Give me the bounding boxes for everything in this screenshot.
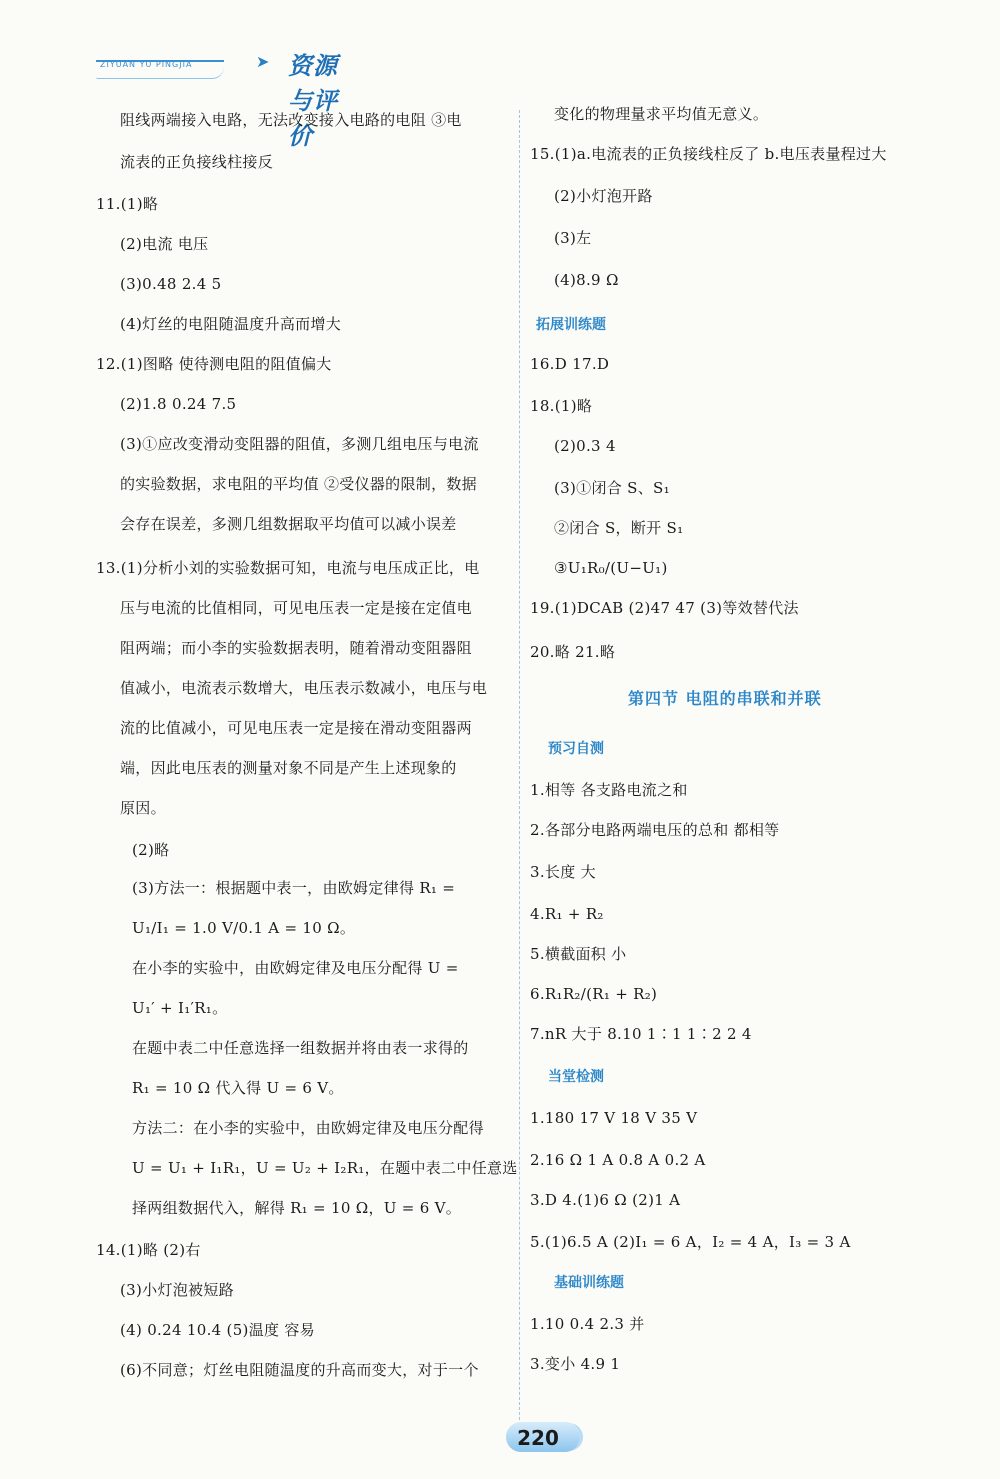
header-english-text: ZIYUAN YU PINGJIA xyxy=(100,60,193,69)
header-arrow-icon: ➤ xyxy=(256,52,270,71)
right-text-line: 2.16 Ω 1 A 0.8 A 0.2 A xyxy=(530,1151,706,1169)
right-text-line: 2.各部分电路两端电压的总和 都相等 xyxy=(530,821,780,839)
left-text-line: 值减小，电流表示数增大，电压表示数减小，电压与电 xyxy=(120,679,488,697)
right-text-line: 7.nR 大于 8.10 1∶1 1∶2 2 4 xyxy=(530,1025,752,1043)
left-text-line: (4)灯丝的电阻随温度升高而增大 xyxy=(120,315,342,333)
label-jichu: 基础训练题 xyxy=(554,1275,624,1291)
right-text-line: (3)①闭合 S、S₁ xyxy=(554,479,670,497)
right-text-line: 1.180 17 V 18 V 35 V xyxy=(530,1109,698,1127)
right-text-line: 18.(1)略 xyxy=(530,397,593,415)
left-text-line: (3)①应改变滑动变阻器的阻值，多测几组电压与电流 xyxy=(120,435,479,453)
right-text-line: 6.R₁R₂/(R₁ + R₂) xyxy=(530,985,658,1003)
left-text-line: 阻线两端接入电路，无法改变接入电路的电阻 ③电 xyxy=(120,111,462,129)
left-text-line: R₁ = 10 Ω 代入得 U = 6 V。 xyxy=(132,1079,344,1097)
left-text-line: 端，因此电压表的测量对象不同是产生上述现象的 xyxy=(120,759,457,777)
left-text-line: 流表的正负接线柱接反 xyxy=(120,153,274,171)
right-text-line: 1.10 0.4 2.3 并 xyxy=(530,1315,645,1333)
right-text-line: 3.D 4.(1)6 Ω (2)1 A xyxy=(530,1191,681,1209)
label-yuxi: 预习自测 xyxy=(548,741,604,757)
left-text-line: (4) 0.24 10.4 (5)温度 容易 xyxy=(120,1321,315,1339)
right-text-line: (3)左 xyxy=(554,229,592,247)
right-text-line: 20.略 21.略 xyxy=(530,643,616,661)
right-text-line: ②闭合 S，断开 S₁ xyxy=(554,519,684,537)
right-text-line: 3.长度 大 xyxy=(530,863,596,881)
right-text-line: 5.横截面积 小 xyxy=(530,945,627,963)
right-text-line: 4.R₁ + R₂ xyxy=(530,905,604,923)
right-text-line: 5.(1)6.5 A (2)I₁ = 6 A，I₂ = 4 A，I₃ = 3 A xyxy=(530,1233,851,1251)
left-text-line: 会存在误差，多测几组数据取平均值可以减小误差 xyxy=(120,515,457,533)
right-text-line: (4)8.9 Ω xyxy=(554,271,619,289)
left-text-line: 压与电流的比值相同，可见电压表一定是接在定值电 xyxy=(120,599,472,617)
header-title: 资源与评价 xyxy=(288,52,338,150)
left-text-line: 12.(1)图略 使待测电阻的阻值偏大 xyxy=(96,355,332,373)
page-number-badge xyxy=(506,1422,580,1452)
left-text-line: (3)0.48 2.4 5 xyxy=(120,275,222,293)
page-number: 220 xyxy=(517,1426,559,1450)
right-text-line: ③U₁R₀/(U−U₁) xyxy=(554,559,668,577)
left-text-line: 11.(1)略 xyxy=(96,195,159,213)
column-divider xyxy=(519,110,520,1440)
right-text-line: (2)0.3 4 xyxy=(554,437,616,455)
left-text-line: 14.(1)略 (2)右 xyxy=(96,1241,201,1259)
left-text-line: 原因。 xyxy=(120,799,166,817)
left-text-line: U = U₁ + I₁R₁，U = U₂ + I₂R₁，在题中表二中任意选 xyxy=(132,1159,518,1177)
right-text-line: 16.D 17.D xyxy=(530,355,610,373)
left-text-line: 的实验数据，求电阻的平均值 ②受仪器的限制，数据 xyxy=(120,475,477,493)
right-text-line: 3.变小 4.9 1 xyxy=(530,1355,621,1373)
section-title-4: 第四节 电阻的串联和并联 xyxy=(628,689,822,708)
right-text-line: (2)小灯泡开路 xyxy=(554,187,653,205)
left-text-line: U₁/I₁ = 1.0 V/0.1 A = 10 Ω。 xyxy=(132,919,356,937)
left-text-line: 在小李的实验中，由欧姆定律及电压分配得 U = xyxy=(132,959,459,977)
left-text-line: (6)不同意；灯丝电阻随温度的升高而变大，对于一个 xyxy=(120,1361,479,1379)
right-text-line: 15.(1)a.电流表的正负接线柱反了 b.电压表量程过大 xyxy=(530,145,887,163)
right-text-line: 1.相等 各支路电流之和 xyxy=(530,781,688,799)
left-text-line: 择两组数据代入，解得 R₁ = 10 Ω，U = 6 V。 xyxy=(132,1199,462,1217)
left-text-line: 阻两端；而小李的实验数据表明，随着滑动变阻器阻 xyxy=(120,639,472,657)
left-text-line: 方法二：在小李的实验中，由欧姆定律及电压分配得 xyxy=(132,1119,484,1137)
left-text-line: 在题中表二中任意选择一组数据并将由表一求得的 xyxy=(132,1039,469,1057)
left-text-line: (3)方法一：根据题中表一，由欧姆定律得 R₁ = xyxy=(132,879,456,897)
left-text-line: U₁′ + I₁′R₁。 xyxy=(132,999,228,1017)
left-text-line: 13.(1)分析小刘的实验数据可知，电流与电压成正比，电 xyxy=(96,559,480,577)
label-dangtang: 当堂检测 xyxy=(548,1069,604,1085)
left-text-line: (2)略 xyxy=(132,841,170,859)
right-text-line: 19.(1)DCAB (2)47 47 (3)等效替代法 xyxy=(530,599,799,617)
left-text-line: (2)电流 电压 xyxy=(120,235,209,253)
left-text-line: 流的比值减小，可见电压表一定是接在滑动变阻器两 xyxy=(120,719,472,737)
right-text-line: 变化的物理量求平均值无意义。 xyxy=(554,105,769,123)
left-text-line: (2)1.8 0.24 7.5 xyxy=(120,395,237,413)
left-text-line: (3)小灯泡被短路 xyxy=(120,1281,234,1299)
label-tuozhan: 拓展训练题 xyxy=(536,317,606,333)
